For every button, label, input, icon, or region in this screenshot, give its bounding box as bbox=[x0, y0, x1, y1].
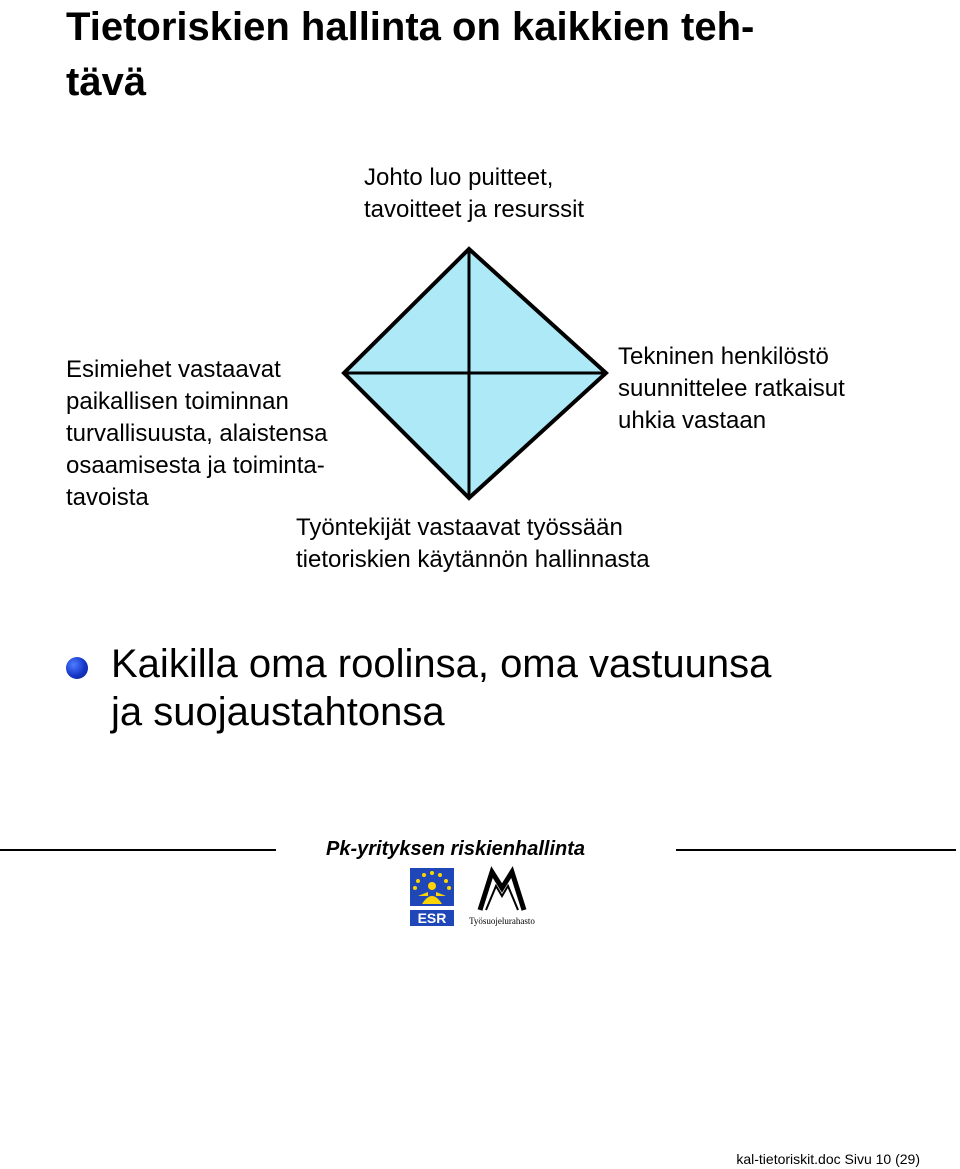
footer-rule-left bbox=[0, 849, 276, 851]
diagram-label-top: Johto luo puitteet, tavoitteet ja resurssit bbox=[364, 164, 585, 223]
footer-rule-right bbox=[676, 849, 956, 851]
footer-title: Pk-yrityksen riskienhallinta bbox=[326, 838, 586, 860]
diagram-label-bottom: Työntekijät vastaavat työssään tietoriskien käytännön hallinnasta bbox=[296, 514, 650, 573]
diagram-label-left: Esimiehet vastaavat paikallisen toiminnan turvallisuusta, alaistensa osaamisesta ja toiminta- tavoista bbox=[66, 356, 328, 511]
responsibility-diamond bbox=[340, 246, 610, 502]
bullet-dot-icon bbox=[66, 657, 88, 679]
tyosuojelurahasto-logo-text: Työsuojelurahasto bbox=[469, 916, 535, 926]
page-title: Tietoriskien hallinta on kaikkien teh- tävä bbox=[66, 5, 755, 104]
esr-logo-text: ESR bbox=[417, 910, 447, 926]
page-footer-info: kal-tietoriskit.doc Sivu 10 (29) bbox=[736, 1151, 920, 1167]
esr-logo-icon bbox=[408, 866, 456, 928]
tyosuojelurahasto-logo-icon bbox=[462, 866, 542, 928]
diagram-label-right: Tekninen henkilöstö suunnittelee ratkaisut uhkia vastaan bbox=[618, 343, 845, 434]
bullet-text: Kaikilla oma roolinsa, oma vastuunsa ja suojaustahtonsa bbox=[111, 642, 772, 734]
